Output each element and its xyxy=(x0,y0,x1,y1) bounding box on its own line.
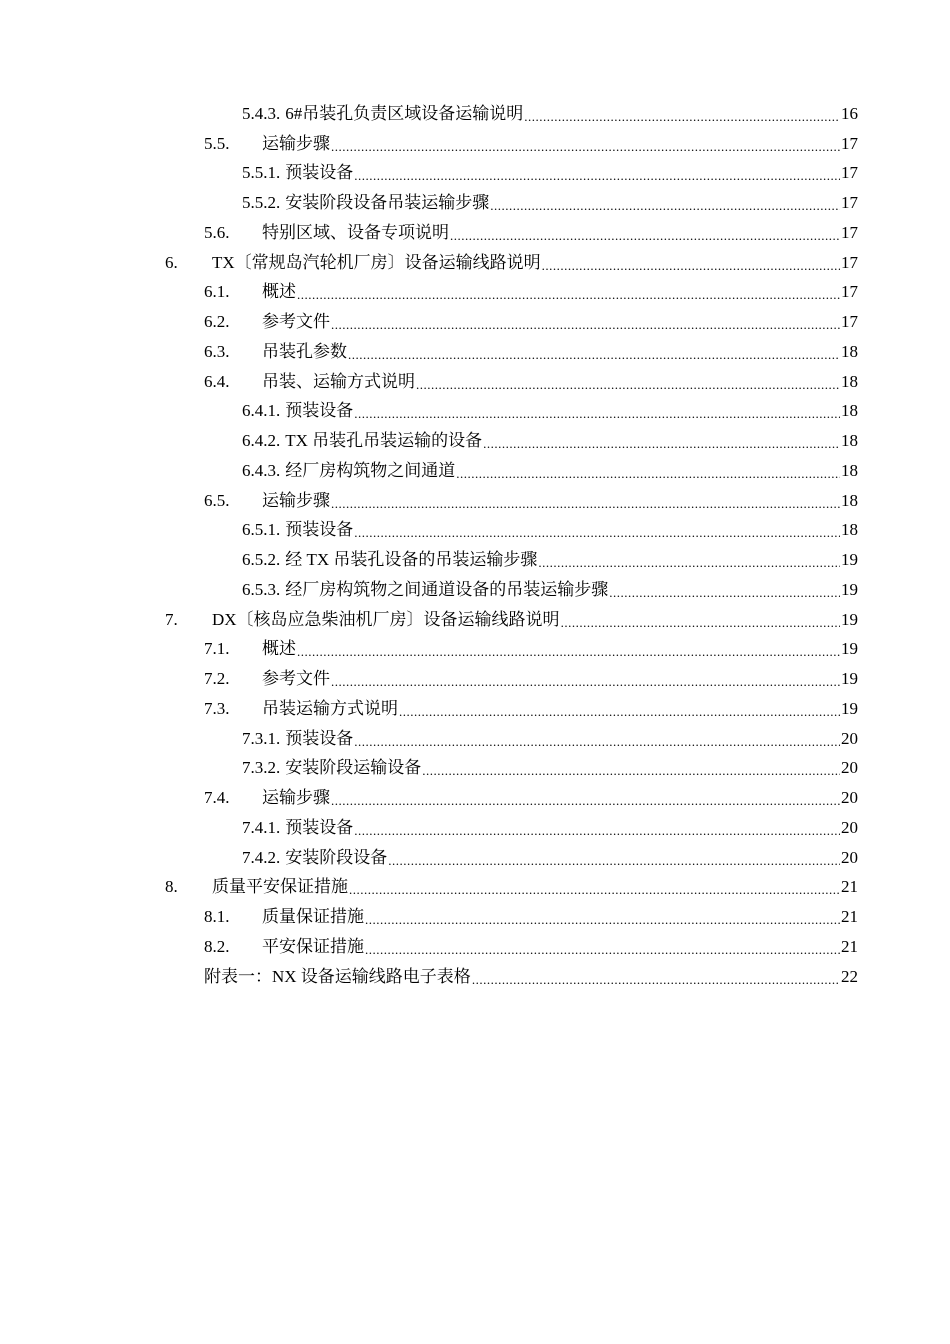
toc-entry[interactable] xyxy=(0,754,950,784)
toc-entry-title: 特别区域、设备专项说明 xyxy=(262,222,449,242)
toc-entry-title: 预装设备 xyxy=(285,728,354,748)
toc-dot-leader xyxy=(456,461,840,481)
toc-entry[interactable] xyxy=(0,278,950,308)
toc-entry-title: 运输步骤 xyxy=(262,788,330,808)
toc-entry-page: 18 xyxy=(841,341,858,361)
toc-entry[interactable] xyxy=(0,188,950,218)
toc-entry-page: 21 xyxy=(841,877,858,897)
toc-dot-leader xyxy=(297,282,840,302)
toc-dot-leader xyxy=(297,639,840,659)
toc-entry[interactable] xyxy=(0,724,950,754)
toc-dot-leader xyxy=(561,610,840,630)
toc-entry-number: 7.4. xyxy=(204,788,230,808)
toc-dot-leader xyxy=(542,253,840,273)
toc-dot-leader xyxy=(331,491,840,511)
toc-entry-title: 安装阶段设备吊装运输步骤 xyxy=(285,193,490,213)
toc-entry-page: 17 xyxy=(841,252,858,272)
toc-entry-title: 平安保证措施 xyxy=(262,936,364,956)
toc-entry-page: 18 xyxy=(841,490,858,510)
toc-entry-page: 18 xyxy=(841,371,858,391)
toc-entry-title: 附表一：NX 设备运输线路电子表格 xyxy=(204,966,471,986)
toc-entry-number: 7.1. xyxy=(204,639,230,659)
toc-entry-number: 5.5.1. xyxy=(242,163,281,183)
toc-entry-page: 20 xyxy=(841,847,858,867)
toc-entry-title: TX〔常规岛汽轮机厂房〕设备运输线路说明 xyxy=(212,252,541,272)
toc-entry-number: 5.4.3. xyxy=(242,103,281,123)
toc-entry[interactable] xyxy=(0,873,950,903)
toc-entry-number: 7.2. xyxy=(204,669,230,689)
toc-entry-number: 6.3. xyxy=(204,341,230,361)
toc-entry-title: 参考文件 xyxy=(262,312,330,332)
toc-entry-number: 8.1. xyxy=(204,907,230,927)
toc-entry[interactable] xyxy=(0,694,950,724)
toc-entry[interactable] xyxy=(0,575,950,605)
toc-dot-leader xyxy=(472,967,840,987)
toc-entry[interactable] xyxy=(0,99,950,129)
toc-entry-page: 20 xyxy=(841,758,858,778)
toc-entry-number: 6.5.1. xyxy=(242,520,281,540)
toc-entry-title: DX〔核岛应急柴油机厂房〕设备运输线路说明 xyxy=(212,609,560,629)
toc-dot-leader xyxy=(331,788,840,808)
toc-dot-leader xyxy=(354,818,840,838)
toc-entry-title: 运输步骤 xyxy=(262,490,330,510)
toc-entry-title: 预装设备 xyxy=(285,520,354,540)
toc-dot-leader xyxy=(524,104,840,124)
toc-dot-leader xyxy=(331,312,840,332)
toc-entry[interactable] xyxy=(0,783,950,813)
toc-entry-number: 8.2. xyxy=(204,936,230,956)
toc-entry[interactable] xyxy=(0,605,950,635)
toc-entry-title: 吊装、运输方式说明 xyxy=(262,371,415,391)
toc-entry-title: 预装设备 xyxy=(285,401,354,421)
toc-dot-leader xyxy=(416,372,840,392)
toc-dot-leader xyxy=(365,907,840,927)
toc-entry-title: 质量平安保证措施 xyxy=(212,877,348,897)
toc-entry-page: 17 xyxy=(841,193,858,213)
toc-entry-number: 6.5.3. xyxy=(242,579,281,599)
toc-entry[interactable] xyxy=(0,426,950,456)
toc-entry-number: 8. xyxy=(165,877,178,897)
toc-entry-number: 7. xyxy=(165,609,178,629)
toc-entry-number: 6.4.3. xyxy=(242,460,281,480)
toc-entry-page: 20 xyxy=(841,788,858,808)
toc-entry-page: 17 xyxy=(841,222,858,242)
toc-entry-page: 18 xyxy=(841,460,858,480)
table-of-contents xyxy=(0,99,950,992)
toc-entry-number: 6.5.2. xyxy=(242,550,281,570)
toc-entry-number: 7.3. xyxy=(204,698,230,718)
toc-entry-number: 7.4.1. xyxy=(242,817,281,837)
toc-entry-number: 7.3.1. xyxy=(242,728,281,748)
toc-entry[interactable] xyxy=(0,218,950,248)
toc-entry-title: 概述 xyxy=(262,639,296,659)
toc-entry[interactable] xyxy=(0,902,950,932)
toc-entry[interactable] xyxy=(0,367,950,397)
toc-entry-page: 18 xyxy=(841,431,858,451)
toc-dot-leader xyxy=(354,401,840,421)
toc-entry-title: 安装阶段设备 xyxy=(285,847,388,867)
toc-dot-leader xyxy=(354,729,840,749)
toc-entry-title: 经 TX 吊装孔设备的吊装运输步骤 xyxy=(285,550,538,570)
toc-dot-leader xyxy=(422,758,840,778)
toc-entry-title: 经厂房构筑物之间通道设备的吊装运输步骤 xyxy=(285,579,609,599)
toc-entry[interactable] xyxy=(0,337,950,367)
toc-entry[interactable] xyxy=(0,159,950,189)
toc-entry-page: 21 xyxy=(841,936,858,956)
toc-entry-title: 参考文件 xyxy=(262,669,330,689)
toc-entry[interactable] xyxy=(0,635,950,665)
toc-entry[interactable] xyxy=(0,545,950,575)
toc-entry-page: 21 xyxy=(841,907,858,927)
toc-entry-page: 19 xyxy=(841,698,858,718)
toc-dot-leader xyxy=(538,550,840,570)
toc-entry-number: 6.4. xyxy=(204,371,230,391)
toc-entry-page: 16 xyxy=(841,103,858,123)
toc-entry[interactable] xyxy=(0,516,950,546)
toc-entry[interactable] xyxy=(0,664,950,694)
toc-entry[interactable] xyxy=(0,932,950,962)
toc-dot-leader xyxy=(331,134,840,154)
toc-dot-leader xyxy=(354,163,840,183)
toc-entry-page: 17 xyxy=(841,312,858,332)
toc-entry-page: 17 xyxy=(841,282,858,302)
toc-entry[interactable] xyxy=(0,962,950,992)
toc-dot-leader xyxy=(331,669,840,689)
toc-entry[interactable] xyxy=(0,397,950,427)
toc-entry-page: 17 xyxy=(841,133,858,153)
toc-dot-leader xyxy=(399,699,840,719)
toc-entry-title: 吊装孔参数 xyxy=(262,341,347,361)
toc-entry-number: 6.1. xyxy=(204,282,230,302)
toc-entry-number: 5.5.2. xyxy=(242,193,281,213)
toc-entry[interactable] xyxy=(0,129,950,159)
toc-entry-title: 预装设备 xyxy=(285,817,354,837)
toc-entry-title: 运输步骤 xyxy=(262,133,330,153)
toc-entry-page: 19 xyxy=(841,639,858,659)
toc-entry-title: 经厂房构筑物之间通道 xyxy=(285,460,456,480)
toc-entry-page: 20 xyxy=(841,728,858,748)
toc-dot-leader xyxy=(483,431,840,451)
toc-entry-number: 6.2. xyxy=(204,312,230,332)
toc-entry[interactable] xyxy=(0,813,950,843)
toc-entry-title: 安装阶段运输设备 xyxy=(285,758,422,778)
toc-entry-title: 吊装运输方式说明 xyxy=(262,698,398,718)
toc-entry[interactable] xyxy=(0,486,950,516)
toc-entry-number: 6. xyxy=(165,252,178,272)
toc-dot-leader xyxy=(354,520,840,540)
toc-entry-title: 6#吊装孔负责区域设备运输说明 xyxy=(285,103,524,123)
toc-entry-number: 6.4.1. xyxy=(242,401,281,421)
toc-entry[interactable] xyxy=(0,456,950,486)
toc-dot-leader xyxy=(388,848,840,868)
toc-entry[interactable] xyxy=(0,843,950,873)
toc-dot-leader xyxy=(365,937,840,957)
toc-entry-number: 5.5. xyxy=(204,133,230,153)
toc-entry-number: 5.6. xyxy=(204,222,230,242)
toc-entry[interactable] xyxy=(0,307,950,337)
toc-entry-title: 质量保证措施 xyxy=(262,907,364,927)
toc-entry-page: 17 xyxy=(841,163,858,183)
toc-dot-leader xyxy=(349,877,840,897)
toc-entry-page: 22 xyxy=(841,966,858,986)
toc-dot-leader xyxy=(490,193,840,213)
toc-entry-number: 6.4.2. xyxy=(242,431,281,451)
toc-entry-page: 18 xyxy=(841,401,858,421)
toc-entry-page: 19 xyxy=(841,609,858,629)
toc-dot-leader xyxy=(609,580,840,600)
toc-entry-page: 19 xyxy=(841,669,858,689)
toc-dot-leader xyxy=(348,342,840,362)
toc-entry-title: 概述 xyxy=(262,282,296,302)
toc-entry-title: TX 吊装孔吊装运输的设备 xyxy=(285,431,483,451)
toc-entry[interactable] xyxy=(0,248,950,278)
toc-entry-page: 19 xyxy=(841,579,858,599)
toc-entry-page: 19 xyxy=(841,550,858,570)
toc-entry-number: 6.5. xyxy=(204,490,230,510)
toc-entry-number: 7.4.2. xyxy=(242,847,281,867)
toc-entry-page: 18 xyxy=(841,520,858,540)
toc-entry-title: 预装设备 xyxy=(285,163,354,183)
toc-entry-page: 20 xyxy=(841,817,858,837)
toc-dot-leader xyxy=(450,223,840,243)
toc-entry-number: 7.3.2. xyxy=(242,758,281,778)
